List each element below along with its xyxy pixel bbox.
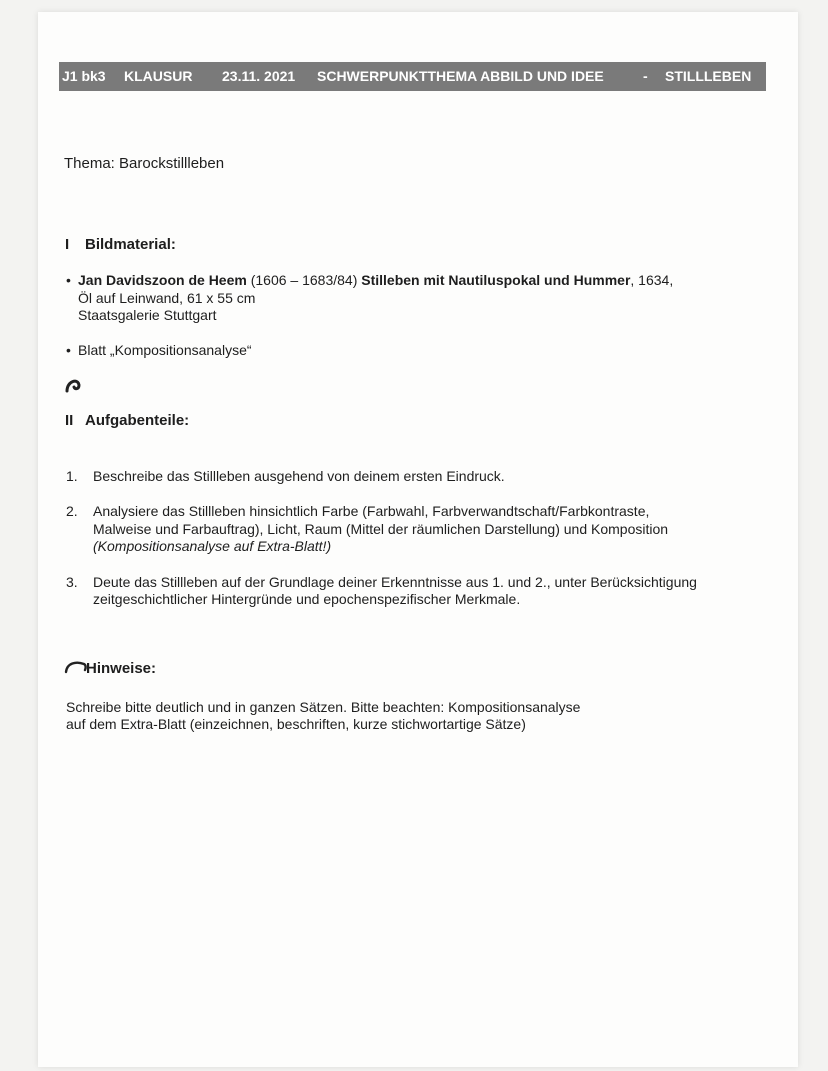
pen-mark-icon	[64, 660, 88, 674]
section1-numeral: I	[65, 236, 70, 253]
task-line: Analysiere das Stillleben hinsichtlich Farbe (Farbwahl, Farbverwandtschaft/Farbkontraste,	[93, 503, 650, 519]
bullet-icon: •	[66, 272, 71, 288]
header-date: 23.11. 2021	[222, 68, 296, 84]
task-line: zeitgeschichtlicher Hintergründe und epochenspezifischer Merkmale.	[93, 591, 521, 607]
artist-years: (1606 – 1683/84)	[246, 272, 362, 288]
task-line: Deute das Stillleben auf der Grundlage deiner Erkenntnisse aus 1. und 2., unter Berücksichtigung	[93, 574, 697, 590]
artist-name: Jan Davidszoon de Heem	[78, 272, 247, 288]
pen-mark-icon	[64, 376, 84, 394]
task-number: 2.	[66, 503, 78, 519]
task-line: Beschreibe das Stillleben ausgehend von deinem ersten Eindruck.	[93, 468, 505, 484]
section1-title: Bildmaterial:	[85, 236, 176, 253]
header-bar	[59, 62, 766, 91]
task-number: 1.	[66, 468, 78, 484]
bullet-icon: •	[66, 342, 71, 358]
notes-line: Schreibe bitte deutlich und in ganzen Sätzen. Bitte beachten: Kompositionsanalyse	[66, 699, 581, 715]
artwork-title: Stilleben mit Nautiluspokal und Hummer	[361, 272, 631, 288]
notes-line: auf dem Extra-Blatt (einzeichnen, beschriften, kurze stichwortartige Sätze)	[66, 716, 526, 732]
artwork-line	[78, 272, 673, 288]
section2-title: Aufgabenteile:	[85, 412, 190, 429]
artwork-year: , 1634,	[630, 272, 674, 288]
header-type: KLAUSUR	[124, 68, 193, 84]
task-number: 3.	[66, 574, 78, 590]
theme-line: Thema: Barockstillleben	[64, 155, 225, 172]
header-topic: STILLLEBEN	[665, 68, 752, 84]
header-class: J1 bk3	[62, 68, 106, 84]
task-line: Malweise und Farbauftrag), Licht, Raum (Mittel der räumlichen Darstellung) und Komposition	[93, 521, 669, 537]
artwork-location: Staatsgalerie Stuttgart	[78, 307, 217, 323]
header-focus: SCHWERPUNKTTHEMA ABBILD UND IDEE	[317, 68, 604, 84]
section2-numeral: II	[65, 412, 74, 429]
notes-title: Hinweise:	[86, 660, 157, 677]
header-separator: -	[643, 68, 648, 84]
material-sheet-item: Blatt „Kompositionsanalyse“	[78, 342, 252, 358]
task-line: (Kompositionsanalyse auf Extra-Blatt!)	[93, 538, 332, 554]
artwork-medium: Öl auf Leinwand, 61 x 55 cm	[78, 290, 256, 306]
